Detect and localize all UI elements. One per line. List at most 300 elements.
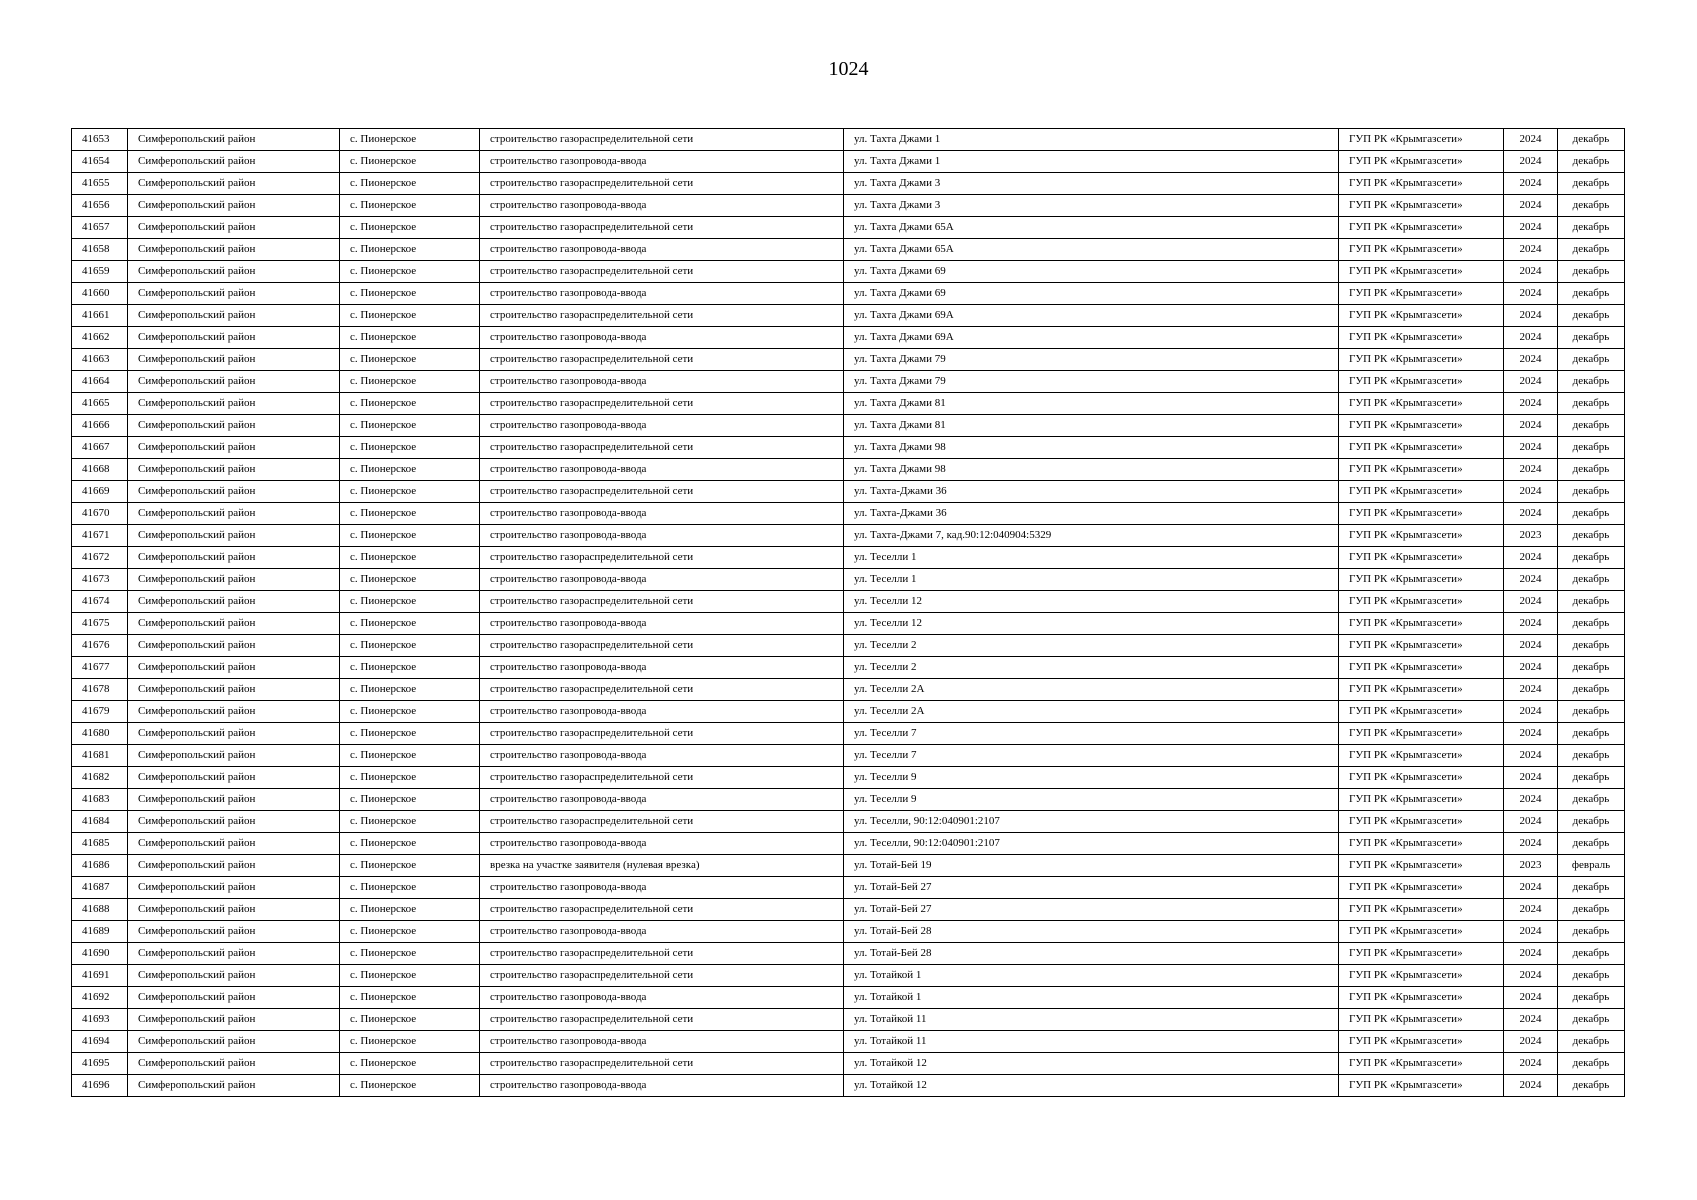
cell-work-type: строительство газораспределительной сети (480, 767, 844, 789)
cell-address: ул. Тахта Джами 81 (844, 393, 1339, 415)
table-row (72, 481, 1625, 503)
cell-year: 2024 (1504, 789, 1558, 811)
cell-month: декабрь (1558, 415, 1625, 437)
cell-address: ул. Теселли 2А (844, 701, 1339, 723)
cell-month: декабрь (1558, 657, 1625, 679)
cell-month: декабрь (1558, 327, 1625, 349)
cell-month: декабрь (1558, 195, 1625, 217)
cell-address: ул. Теселли 7 (844, 723, 1339, 745)
cell-year: 2024 (1504, 701, 1558, 723)
cell-year: 2024 (1504, 833, 1558, 855)
cell-settlement: с. Пионерское (340, 393, 480, 415)
cell-settlement: с. Пионерское (340, 151, 480, 173)
cell-year: 2024 (1504, 613, 1558, 635)
cell-organization: ГУП РК «Крымгазсети» (1339, 415, 1504, 437)
cell-organization: ГУП РК «Крымгазсети» (1339, 965, 1504, 987)
cell-work-type: врезка на участке заявителя (нулевая врезка) (480, 855, 844, 877)
cell-address: ул. Тахта Джами 81 (844, 415, 1339, 437)
cell-record-number: 41665 (72, 393, 128, 415)
cell-record-number: 41688 (72, 899, 128, 921)
cell-record-number: 41678 (72, 679, 128, 701)
cell-organization: ГУП РК «Крымгазсети» (1339, 789, 1504, 811)
table-row (72, 745, 1625, 767)
cell-record-number: 41681 (72, 745, 128, 767)
cell-settlement: с. Пионерское (340, 1031, 480, 1053)
cell-year: 2024 (1504, 261, 1558, 283)
cell-address: ул. Теселли 7 (844, 745, 1339, 767)
cell-settlement: с. Пионерское (340, 305, 480, 327)
cell-month: декабрь (1558, 371, 1625, 393)
cell-record-number: 41668 (72, 459, 128, 481)
table-row (72, 767, 1625, 789)
cell-year: 2024 (1504, 965, 1558, 987)
cell-month: декабрь (1558, 613, 1625, 635)
cell-address: ул. Тотай-Бей 27 (844, 877, 1339, 899)
cell-organization: ГУП РК «Крымгазсети» (1339, 877, 1504, 899)
cell-record-number: 41654 (72, 151, 128, 173)
cell-district: Симферопольский район (128, 327, 340, 349)
cell-year: 2024 (1504, 481, 1558, 503)
cell-district: Симферопольский район (128, 239, 340, 261)
cell-work-type: строительство газопровода-ввода (480, 151, 844, 173)
cell-year: 2024 (1504, 415, 1558, 437)
cell-address: ул. Тахта-Джами 7, кад.90:12:040904:5329 (844, 525, 1339, 547)
cell-district: Симферопольский район (128, 481, 340, 503)
registry-body (72, 129, 1625, 1097)
cell-organization: ГУП РК «Крымгазсети» (1339, 151, 1504, 173)
cell-record-number: 41655 (72, 173, 128, 195)
cell-organization: ГУП РК «Крымгазсети» (1339, 173, 1504, 195)
table-row (72, 1053, 1625, 1075)
cell-district: Симферопольский район (128, 525, 340, 547)
cell-month: декабрь (1558, 217, 1625, 239)
cell-district: Симферопольский район (128, 833, 340, 855)
cell-record-number: 41689 (72, 921, 128, 943)
cell-organization: ГУП РК «Крымгазсети» (1339, 569, 1504, 591)
cell-year: 2024 (1504, 899, 1558, 921)
cell-organization: ГУП РК «Крымгазсети» (1339, 613, 1504, 635)
table-row (72, 217, 1625, 239)
cell-district: Симферопольский район (128, 591, 340, 613)
cell-district: Симферопольский район (128, 679, 340, 701)
cell-district: Симферопольский район (128, 745, 340, 767)
cell-address: ул. Теселли 2А (844, 679, 1339, 701)
cell-work-type: строительство газораспределительной сети (480, 173, 844, 195)
cell-work-type: строительство газораспределительной сети (480, 635, 844, 657)
cell-settlement: с. Пионерское (340, 921, 480, 943)
table-row (72, 195, 1625, 217)
cell-year: 2024 (1504, 591, 1558, 613)
cell-district: Симферопольский район (128, 349, 340, 371)
cell-work-type: строительство газораспределительной сети (480, 261, 844, 283)
cell-settlement: с. Пионерское (340, 1009, 480, 1031)
cell-record-number: 41692 (72, 987, 128, 1009)
cell-record-number: 41673 (72, 569, 128, 591)
cell-year: 2024 (1504, 129, 1558, 151)
table-row (72, 877, 1625, 899)
cell-settlement: с. Пионерское (340, 1075, 480, 1097)
cell-work-type: строительство газораспределительной сети (480, 129, 844, 151)
cell-record-number: 41696 (72, 1075, 128, 1097)
cell-organization: ГУП РК «Крымгазсети» (1339, 811, 1504, 833)
cell-record-number: 41670 (72, 503, 128, 525)
cell-year: 2024 (1504, 459, 1558, 481)
cell-work-type: строительство газораспределительной сети (480, 811, 844, 833)
cell-year: 2024 (1504, 327, 1558, 349)
cell-district: Симферопольский район (128, 437, 340, 459)
table-row (72, 349, 1625, 371)
cell-work-type: строительство газораспределительной сети (480, 547, 844, 569)
table-row (72, 283, 1625, 305)
table-row (72, 239, 1625, 261)
table-row (72, 591, 1625, 613)
cell-organization: ГУП РК «Крымгазсети» (1339, 239, 1504, 261)
cell-address: ул. Тахта Джами 65А (844, 217, 1339, 239)
cell-year: 2024 (1504, 569, 1558, 591)
cell-organization: ГУП РК «Крымгазсети» (1339, 657, 1504, 679)
cell-month: декабрь (1558, 129, 1625, 151)
cell-settlement: с. Пионерское (340, 327, 480, 349)
cell-year: 2024 (1504, 657, 1558, 679)
table-row (72, 723, 1625, 745)
table-row (72, 129, 1625, 151)
cell-month: февраль (1558, 855, 1625, 877)
cell-address: ул. Тахта Джами 98 (844, 437, 1339, 459)
table-row (72, 789, 1625, 811)
table-row (72, 327, 1625, 349)
cell-year: 2024 (1504, 503, 1558, 525)
cell-record-number: 41659 (72, 261, 128, 283)
cell-year: 2024 (1504, 767, 1558, 789)
cell-year: 2024 (1504, 173, 1558, 195)
cell-month: декабрь (1558, 239, 1625, 261)
cell-settlement: с. Пионерское (340, 481, 480, 503)
cell-settlement: с. Пионерское (340, 349, 480, 371)
cell-record-number: 41679 (72, 701, 128, 723)
cell-district: Симферопольский район (128, 305, 340, 327)
cell-month: декабрь (1558, 173, 1625, 195)
cell-record-number: 41667 (72, 437, 128, 459)
cell-district: Симферопольский район (128, 283, 340, 305)
cell-work-type: строительство газопровода-ввода (480, 1031, 844, 1053)
cell-year: 2024 (1504, 1009, 1558, 1031)
cell-work-type: строительство газораспределительной сети (480, 943, 844, 965)
cell-district: Симферопольский район (128, 547, 340, 569)
cell-address: ул. Тотайкой 1 (844, 987, 1339, 1009)
cell-record-number: 41687 (72, 877, 128, 899)
cell-address: ул. Тотай-Бей 28 (844, 921, 1339, 943)
cell-year: 2024 (1504, 1031, 1558, 1053)
table-row (72, 679, 1625, 701)
cell-record-number: 41694 (72, 1031, 128, 1053)
cell-month: декабрь (1558, 569, 1625, 591)
cell-settlement: с. Пионерское (340, 987, 480, 1009)
cell-work-type: строительство газопровода-ввода (480, 745, 844, 767)
cell-organization: ГУП РК «Крымгазсети» (1339, 525, 1504, 547)
cell-record-number: 41690 (72, 943, 128, 965)
cell-month: декабрь (1558, 437, 1625, 459)
cell-year: 2024 (1504, 305, 1558, 327)
cell-address: ул. Тахта Джами 1 (844, 151, 1339, 173)
table-row (72, 525, 1625, 547)
cell-district: Симферопольский район (128, 569, 340, 591)
cell-month: декабрь (1558, 305, 1625, 327)
cell-organization: ГУП РК «Крымгазсети» (1339, 195, 1504, 217)
table-row (72, 371, 1625, 393)
cell-settlement: с. Пионерское (340, 371, 480, 393)
cell-year: 2024 (1504, 371, 1558, 393)
cell-address: ул. Тахта Джами 79 (844, 371, 1339, 393)
cell-address: ул. Тотайкой 1 (844, 965, 1339, 987)
cell-record-number: 41680 (72, 723, 128, 745)
cell-work-type: строительство газопровода-ввода (480, 195, 844, 217)
cell-district: Симферопольский район (128, 1009, 340, 1031)
cell-year: 2024 (1504, 195, 1558, 217)
cell-month: декабрь (1558, 943, 1625, 965)
cell-settlement: с. Пионерское (340, 635, 480, 657)
cell-district: Симферопольский район (128, 129, 340, 151)
cell-organization: ГУП РК «Крымгазсети» (1339, 283, 1504, 305)
cell-district: Симферопольский район (128, 195, 340, 217)
cell-district: Симферопольский район (128, 151, 340, 173)
table-row (72, 943, 1625, 965)
cell-district: Симферопольский район (128, 371, 340, 393)
table-row (72, 657, 1625, 679)
cell-organization: ГУП РК «Крымгазсети» (1339, 1031, 1504, 1053)
cell-settlement: с. Пионерское (340, 811, 480, 833)
cell-organization: ГУП РК «Крымгазсети» (1339, 437, 1504, 459)
cell-settlement: с. Пионерское (340, 767, 480, 789)
cell-address: ул. Тахта Джами 69 (844, 283, 1339, 305)
cell-month: декабрь (1558, 635, 1625, 657)
cell-work-type: строительство газораспределительной сети (480, 481, 844, 503)
cell-settlement: с. Пионерское (340, 459, 480, 481)
cell-organization: ГУП РК «Крымгазсети» (1339, 261, 1504, 283)
cell-district: Симферопольский район (128, 723, 340, 745)
cell-record-number: 41693 (72, 1009, 128, 1031)
cell-organization: ГУП РК «Крымгазсети» (1339, 481, 1504, 503)
cell-month: декабрь (1558, 261, 1625, 283)
cell-month: декабрь (1558, 767, 1625, 789)
table-row (72, 613, 1625, 635)
cell-record-number: 41686 (72, 855, 128, 877)
cell-settlement: с. Пионерское (340, 745, 480, 767)
cell-address: ул. Тахта Джами 69А (844, 305, 1339, 327)
cell-district: Симферопольский район (128, 855, 340, 877)
cell-month: декабрь (1558, 151, 1625, 173)
cell-record-number: 41671 (72, 525, 128, 547)
cell-work-type: строительство газопровода-ввода (480, 987, 844, 1009)
cell-month: декабрь (1558, 349, 1625, 371)
cell-month: декабрь (1558, 921, 1625, 943)
cell-address: ул. Теселли, 90:12:040901:2107 (844, 811, 1339, 833)
table-row (72, 1075, 1625, 1097)
table-row (72, 173, 1625, 195)
table-row (72, 899, 1625, 921)
cell-month: декабрь (1558, 525, 1625, 547)
cell-address: ул. Тахта-Джами 36 (844, 481, 1339, 503)
cell-settlement: с. Пионерское (340, 899, 480, 921)
cell-organization: ГУП РК «Крымгазсети» (1339, 943, 1504, 965)
cell-month: декабрь (1558, 591, 1625, 613)
table-row (72, 965, 1625, 987)
cell-settlement: с. Пионерское (340, 723, 480, 745)
cell-organization: ГУП РК «Крымгазсети» (1339, 393, 1504, 415)
cell-work-type: строительство газопровода-ввода (480, 833, 844, 855)
table-row (72, 811, 1625, 833)
cell-work-type: строительство газораспределительной сети (480, 899, 844, 921)
cell-work-type: строительство газопровода-ввода (480, 371, 844, 393)
cell-organization: ГУП РК «Крымгазсети» (1339, 129, 1504, 151)
cell-month: декабрь (1558, 789, 1625, 811)
cell-month: декабрь (1558, 833, 1625, 855)
cell-year: 2024 (1504, 1075, 1558, 1097)
cell-work-type: строительство газораспределительной сети (480, 305, 844, 327)
cell-district: Симферопольский район (128, 921, 340, 943)
cell-district: Симферопольский район (128, 635, 340, 657)
cell-month: декабрь (1558, 503, 1625, 525)
cell-address: ул. Теселли 9 (844, 767, 1339, 789)
cell-address: ул. Тахта-Джами 36 (844, 503, 1339, 525)
cell-organization: ГУП РК «Крымгазсети» (1339, 591, 1504, 613)
cell-month: декабрь (1558, 679, 1625, 701)
cell-organization: ГУП РК «Крымгазсети» (1339, 217, 1504, 239)
cell-year: 2023 (1504, 525, 1558, 547)
cell-district: Симферопольский район (128, 899, 340, 921)
cell-record-number: 41695 (72, 1053, 128, 1075)
cell-work-type: строительство газопровода-ввода (480, 525, 844, 547)
cell-organization: ГУП РК «Крымгазсети» (1339, 679, 1504, 701)
cell-settlement: с. Пионерское (340, 217, 480, 239)
cell-month: декабрь (1558, 899, 1625, 921)
cell-district: Симферопольский район (128, 217, 340, 239)
cell-address: ул. Теселли, 90:12:040901:2107 (844, 833, 1339, 855)
cell-year: 2024 (1504, 679, 1558, 701)
cell-address: ул. Теселли 12 (844, 613, 1339, 635)
cell-address: ул. Тахта Джами 79 (844, 349, 1339, 371)
cell-work-type: строительство газопровода-ввода (480, 701, 844, 723)
cell-district: Симферопольский район (128, 415, 340, 437)
table-row (72, 1009, 1625, 1031)
cell-year: 2024 (1504, 745, 1558, 767)
cell-work-type: строительство газораспределительной сети (480, 1053, 844, 1075)
cell-organization: ГУП РК «Крымгазсети» (1339, 503, 1504, 525)
table-row (72, 415, 1625, 437)
cell-work-type: строительство газопровода-ввода (480, 1075, 844, 1097)
cell-organization: ГУП РК «Крымгазсети» (1339, 305, 1504, 327)
cell-organization: ГУП РК «Крымгазсети» (1339, 855, 1504, 877)
cell-year: 2024 (1504, 943, 1558, 965)
cell-district: Симферопольский район (128, 1031, 340, 1053)
cell-district: Симферопольский район (128, 943, 340, 965)
cell-settlement: с. Пионерское (340, 591, 480, 613)
cell-organization: ГУП РК «Крымгазсети» (1339, 701, 1504, 723)
cell-settlement: с. Пионерское (340, 613, 480, 635)
cell-month: декабрь (1558, 481, 1625, 503)
cell-settlement: с. Пионерское (340, 239, 480, 261)
cell-settlement: с. Пионерское (340, 789, 480, 811)
cell-work-type: строительство газораспределительной сети (480, 437, 844, 459)
cell-record-number: 41660 (72, 283, 128, 305)
cell-year: 2024 (1504, 723, 1558, 745)
table-row (72, 459, 1625, 481)
cell-address: ул. Теселли 2 (844, 635, 1339, 657)
cell-work-type: строительство газопровода-ввода (480, 657, 844, 679)
cell-year: 2024 (1504, 547, 1558, 569)
cell-year: 2024 (1504, 239, 1558, 261)
cell-address: ул. Тахта Джами 3 (844, 173, 1339, 195)
cell-month: декабрь (1558, 987, 1625, 1009)
cell-address: ул. Тотай-Бей 28 (844, 943, 1339, 965)
cell-work-type: строительство газопровода-ввода (480, 789, 844, 811)
cell-year: 2024 (1504, 283, 1558, 305)
cell-organization: ГУП РК «Крымгазсети» (1339, 459, 1504, 481)
cell-record-number: 41669 (72, 481, 128, 503)
cell-organization: ГУП РК «Крымгазсети» (1339, 547, 1504, 569)
cell-year: 2024 (1504, 1053, 1558, 1075)
cell-record-number: 41677 (72, 657, 128, 679)
cell-work-type: строительство газораспределительной сети (480, 679, 844, 701)
cell-record-number: 41656 (72, 195, 128, 217)
table-row (72, 547, 1625, 569)
cell-district: Симферопольский район (128, 393, 340, 415)
cell-work-type: строительство газораспределительной сети (480, 723, 844, 745)
cell-address: ул. Тахта Джами 69А (844, 327, 1339, 349)
cell-district: Симферопольский район (128, 657, 340, 679)
cell-organization: ГУП РК «Крымгазсети» (1339, 833, 1504, 855)
cell-month: декабрь (1558, 459, 1625, 481)
cell-organization: ГУП РК «Крымгазсети» (1339, 921, 1504, 943)
cell-month: декабрь (1558, 965, 1625, 987)
cell-address: ул. Тотай-Бей 19 (844, 855, 1339, 877)
cell-district: Симферопольский район (128, 503, 340, 525)
cell-organization: ГУП РК «Крымгазсети» (1339, 1075, 1504, 1097)
table-row (72, 393, 1625, 415)
table-row (72, 833, 1625, 855)
cell-month: декабрь (1558, 1031, 1625, 1053)
cell-settlement: с. Пионерское (340, 877, 480, 899)
cell-month: декабрь (1558, 1075, 1625, 1097)
cell-address: ул. Тахта Джами 1 (844, 129, 1339, 151)
cell-work-type: строительство газораспределительной сети (480, 591, 844, 613)
cell-organization: ГУП РК «Крымгазсети» (1339, 723, 1504, 745)
cell-work-type: строительство газопровода-ввода (480, 239, 844, 261)
cell-record-number: 41674 (72, 591, 128, 613)
cell-district: Симферопольский район (128, 877, 340, 899)
cell-record-number: 41662 (72, 327, 128, 349)
cell-month: декабрь (1558, 745, 1625, 767)
cell-work-type: строительство газопровода-ввода (480, 921, 844, 943)
cell-address: ул. Теселли 12 (844, 591, 1339, 613)
cell-address: ул. Тахта Джами 3 (844, 195, 1339, 217)
cell-district: Симферопольский район (128, 613, 340, 635)
cell-address: ул. Теселли 2 (844, 657, 1339, 679)
cell-organization: ГУП РК «Крымгазсети» (1339, 635, 1504, 657)
cell-organization: ГУП РК «Крымгазсети» (1339, 1053, 1504, 1075)
cell-record-number: 41664 (72, 371, 128, 393)
cell-record-number: 41653 (72, 129, 128, 151)
cell-record-number: 41676 (72, 635, 128, 657)
cell-year: 2024 (1504, 877, 1558, 899)
cell-year: 2024 (1504, 921, 1558, 943)
cell-month: декабрь (1558, 723, 1625, 745)
page-number: 1024 (828, 58, 869, 80)
cell-month: декабрь (1558, 1009, 1625, 1031)
cell-year: 2024 (1504, 151, 1558, 173)
cell-district: Симферопольский район (128, 173, 340, 195)
cell-settlement: с. Пионерское (340, 195, 480, 217)
cell-district: Симферопольский район (128, 261, 340, 283)
